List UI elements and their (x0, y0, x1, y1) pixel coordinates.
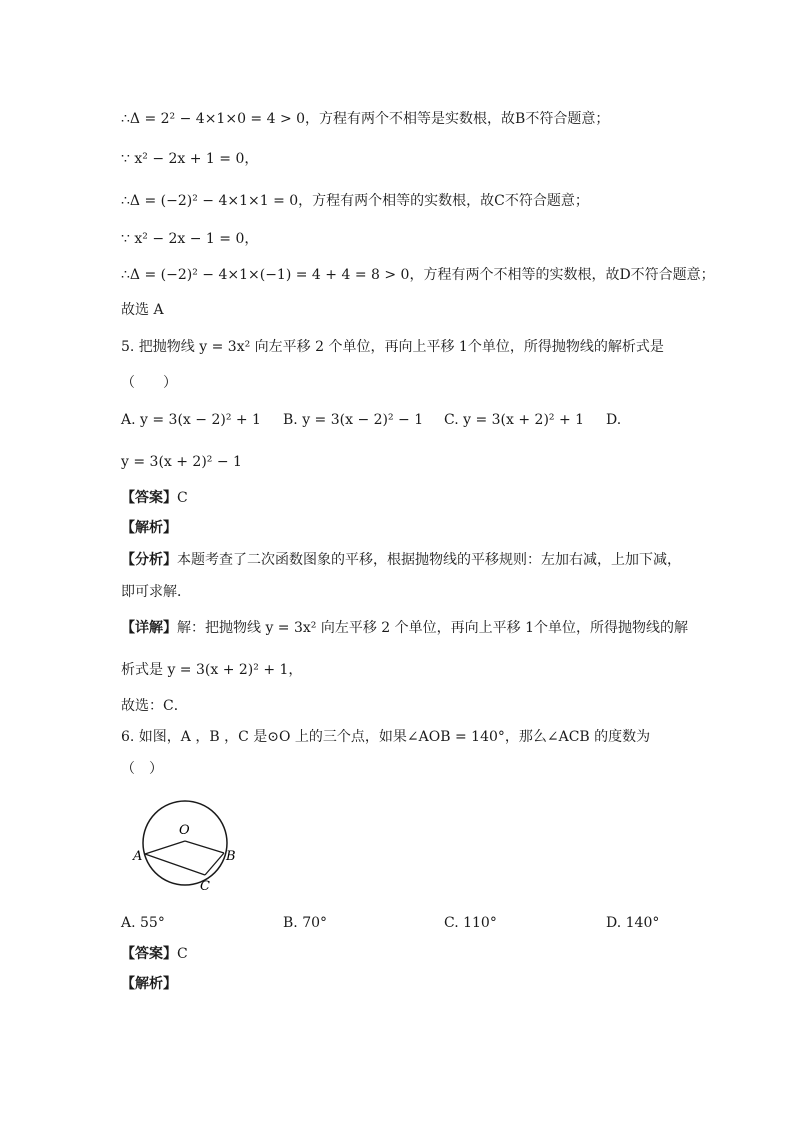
answer-value: C (177, 946, 188, 962)
xiangjie-text-1: 解：把抛物线 y = 3x² 向左平移 2 个单位，再向上平移 1个单位，所得抛物线的解 (177, 620, 689, 636)
question-5-stem: 5. 把抛物线 y = 3x² 向左平移 2 个单位，再向上平移 1个单位，所得抛物线的解析式是 (121, 339, 664, 355)
question-5-option-b: B. y = 3(x − 2)² − 1 (283, 412, 424, 428)
segment-oa (145, 841, 185, 854)
question-6-stem: 6. 如图，A ，B ，C 是⊙O 上的三个点，如果∠AOB = 140°，那么∠ACB 的度数为 (121, 729, 651, 745)
question-5-blank: （ ） (121, 375, 177, 391)
label-b: B (226, 849, 236, 864)
label-c: C (200, 879, 210, 894)
question-5-analysis-tag (121, 518, 177, 538)
analysis-tag: 【解析】 (121, 976, 177, 992)
question-5-fenxi-line-2: 即可求解． (121, 584, 191, 600)
fenxi-text-1: 本题考查了二次函数图象的平移，根据抛物线的平移规则：左加右减，上加下减， (177, 552, 681, 568)
xiangjie-tag: 【详解】 (121, 620, 177, 636)
question-6-option-c: C. 110° (444, 915, 497, 931)
circle-o (143, 801, 227, 885)
question-5-xiangjie-line-1 (121, 618, 688, 638)
question-5-conclusion: 故选：C． (121, 698, 188, 714)
solution-line-discriminant-b: ∴Δ = 2² − 4×1×0 = 4 > 0，方程有两个不相等是实数根，故B不符合题意； (121, 111, 610, 127)
circle-figure (128, 798, 248, 898)
label-o: O (179, 823, 190, 838)
answer-value: C (177, 490, 188, 506)
question-5-option-a: A. y = 3(x − 2)² + 1 (121, 412, 261, 428)
label-a: A (133, 849, 143, 864)
question-5-option-d-body: y = 3(x + 2)² − 1 (121, 454, 242, 470)
answer-tag: 【答案】 (121, 946, 177, 962)
segment-ob (185, 841, 224, 853)
answer-tag: 【答案】 (121, 490, 177, 506)
question-6-option-d: D. 140° (606, 915, 660, 931)
question-5-option-c: C. y = 3(x + 2)² + 1 (444, 412, 585, 428)
analysis-tag: 【解析】 (121, 520, 177, 536)
question-6-blank: （ ） (121, 761, 163, 777)
question-6-option-a: A. 55° (121, 915, 165, 931)
question-6-analysis-tag (121, 974, 177, 994)
question-5-fenxi-line-1 (121, 550, 681, 570)
solution-line-equation-d: ∵ x² − 2x − 1 = 0， (121, 231, 259, 247)
question-5-answer (121, 488, 188, 508)
solution-line-discriminant-d: ∴Δ = (−2)² − 4×1×(−1) = 4 + 4 = 8 > 0，方程有两个不相等的实数根，故D不符合题意； (121, 267, 715, 283)
solution-line-choice: 故选 A (121, 302, 164, 318)
question-5-xiangjie-line-2: 析式是 y = 3(x + 2)² + 1， (121, 662, 303, 678)
solution-line-equation-c: ∵ x² − 2x + 1 = 0， (121, 151, 259, 167)
question-5-option-d: D. (606, 412, 622, 428)
solution-line-discriminant-c: ∴Δ = (−2)² − 4×1×1 = 0，方程有两个相等的实数根，故C不符合题意； (121, 193, 589, 209)
fenxi-tag: 【分析】 (121, 552, 177, 568)
question-6-option-b: B. 70° (283, 915, 328, 931)
question-6-answer (121, 944, 188, 964)
